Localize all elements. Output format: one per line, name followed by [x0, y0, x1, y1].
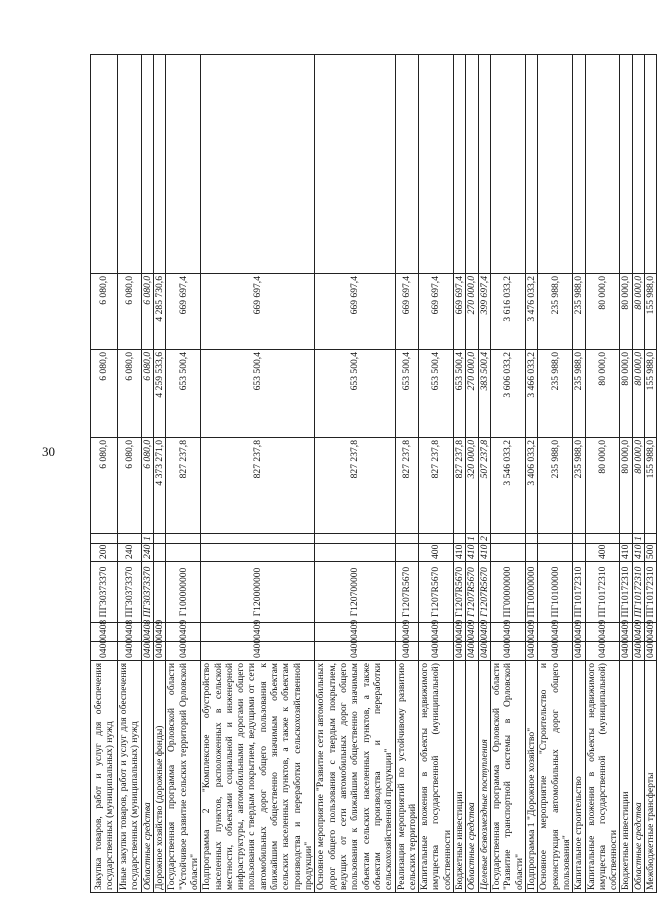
table-row: [419, 55, 454, 893]
section-code-cell: 0400: [466, 642, 478, 661]
subsection-code-cell: 0409: [466, 623, 478, 642]
empty-cell: [478, 55, 490, 274]
amount-year2-cell: 6 080,0: [91, 350, 118, 438]
expense-type-cell: 410: [620, 544, 632, 562]
row-name-cell: Бюджетные инвестиции: [620, 661, 632, 893]
source-code-cell: 1: [466, 534, 478, 544]
row-name-cell: Государственная программа Орловской области "Устойчивое развитие сельских территорий Орловской области": [166, 661, 201, 893]
subsection-code-cell: 0409: [573, 623, 585, 642]
subsection-code-cell: 0409: [315, 623, 395, 642]
amount-year2-cell: 155 988,0: [645, 350, 657, 438]
section-code-cell: 0400: [141, 642, 153, 661]
section-code-cell: 0400: [153, 642, 165, 661]
expense-type-cell: 200: [91, 544, 118, 562]
amount-year1-cell: 320 000,0: [466, 438, 478, 534]
empty-cell: [525, 55, 537, 274]
section-code-cell: 0400: [315, 642, 395, 661]
target-article-cell: ПГ00000000: [491, 562, 526, 623]
section-code-cell: 0400: [538, 642, 573, 661]
subsection-code-cell: 0409: [478, 623, 490, 642]
row-name-cell: Капитальные вложения в объекты недвижимого имущества государственной (муниципальной) собственности: [585, 661, 620, 893]
amount-year1-cell: 235 988,0: [538, 438, 573, 534]
empty-cell: [573, 55, 585, 274]
table-row: [166, 55, 201, 893]
amount-year2-cell: 3 606 033,2: [491, 350, 526, 438]
source-code-cell: [201, 534, 315, 544]
amount-year3-cell: 6 080,0: [118, 274, 142, 350]
amount-year2-cell: 653 500,4: [201, 350, 315, 438]
amount-year3-cell: 3 476 033,2: [525, 274, 537, 350]
section-code-cell: 0400: [419, 642, 454, 661]
table-row: [620, 55, 632, 893]
budget-table: [90, 54, 657, 893]
amount-year3-cell: 80 000,0: [585, 274, 620, 350]
amount-year1-cell: 3 406 033,2: [525, 438, 537, 534]
source-code-cell: [454, 534, 466, 544]
target-article-cell: ПГ10000000: [525, 562, 537, 623]
amount-year2-cell: 235 988,0: [573, 350, 585, 438]
row-name-cell: Целевые безвозмездные поступления: [478, 661, 490, 893]
empty-cell: [620, 55, 632, 274]
section-code-cell: 0400: [620, 642, 632, 661]
amount-year3-cell: 155 988,0: [645, 274, 657, 350]
amount-year2-cell: 383 500,4: [478, 350, 490, 438]
target-article-cell: ПГ30373370: [118, 562, 142, 623]
amount-year1-cell: 827 237,8: [454, 438, 466, 534]
amount-year3-cell: 80 000,0: [632, 274, 644, 350]
table-row: [491, 55, 526, 893]
amount-year3-cell: 235 988,0: [538, 274, 573, 350]
source-code-cell: [585, 534, 620, 544]
source-code-cell: [538, 534, 573, 544]
row-name-cell: Подпрограмма 2 "Комплексное обустройство населенных пунктов, расположенных в сельской местности, объектами социальной и инженерной инфраструктуры, автомобильными дорогами общего пользования с твердым покрытием, ведущими от сети автомобильных дорог общего пользования к ближайшим общественно значимым объектам сельских населенных пунктов, а также к объектам производства и переработки сельскохозяйственной продукции": [201, 661, 315, 893]
source-code-cell: [645, 534, 657, 544]
source-code-cell: [315, 534, 395, 544]
expense-type-cell: [573, 544, 585, 562]
source-code-cell: 1: [141, 534, 153, 544]
section-code-cell: 0400: [166, 642, 201, 661]
amount-year2-cell: 653 500,4: [454, 350, 466, 438]
amount-year1-cell: 155 988,0: [645, 438, 657, 534]
page-number: 30: [42, 444, 55, 459]
section-code-cell: 0400: [491, 642, 526, 661]
row-name-cell: Подпрограмма 1 "Дорожное хозяйство": [525, 661, 537, 893]
row-name-cell: Иные закупки товаров, работ и услуг для обеспечения государственных (муниципальных) нужд: [118, 661, 142, 893]
source-code-cell: [620, 534, 632, 544]
table-row: [478, 55, 490, 893]
source-code-cell: [525, 534, 537, 544]
empty-cell: [585, 55, 620, 274]
subsection-code-cell: 0409: [454, 623, 466, 642]
empty-cell: [201, 55, 315, 274]
target-article-cell: ПГ10172310: [620, 562, 632, 623]
amount-year2-cell: 4 259 533,6: [153, 350, 165, 438]
subsection-code-cell: 0409: [419, 623, 454, 642]
subsection-code-cell: 0409: [632, 623, 644, 642]
expense-type-cell: [395, 544, 419, 562]
target-article-cell: Г1207R5670: [478, 562, 490, 623]
subsection-code-cell: 0408: [118, 623, 142, 642]
section-code-cell: 0400: [201, 642, 315, 661]
subsection-code-cell: 0409: [538, 623, 573, 642]
amount-year2-cell: 270 000,0: [466, 350, 478, 438]
expense-type-cell: 400: [585, 544, 620, 562]
subsection-code-cell: 0409: [585, 623, 620, 642]
expense-type-cell: [538, 544, 573, 562]
row-name-cell: Областные средства: [141, 661, 153, 893]
expense-type-cell: 410: [632, 544, 644, 562]
row-name-cell: Основное мероприятие "Строительство и реконструкция автомобильных дорог общего пользования": [538, 661, 573, 893]
amount-year1-cell: 827 237,8: [166, 438, 201, 534]
empty-cell: [491, 55, 526, 274]
amount-year1-cell: 235 988,0: [573, 438, 585, 534]
amount-year3-cell: 669 697,4: [454, 274, 466, 350]
amount-year1-cell: 827 237,8: [201, 438, 315, 534]
subsection-code-cell: 0409: [620, 623, 632, 642]
section-code-cell: 0400: [118, 642, 142, 661]
section-code-cell: 0400: [91, 642, 118, 661]
amount-year2-cell: 6 080,0: [118, 350, 142, 438]
source-code-cell: [419, 534, 454, 544]
amount-year2-cell: 235 988,0: [538, 350, 573, 438]
amount-year2-cell: 653 500,4: [395, 350, 419, 438]
rotated-page: [90, 55, 657, 893]
row-name-cell: Государственная программа Орловской области "Развитие транспортной системы в Орловской области": [491, 661, 526, 893]
expense-type-cell: [315, 544, 395, 562]
amount-year2-cell: 6 080,0: [141, 350, 153, 438]
amount-year3-cell: 4 285 730,6: [153, 274, 165, 350]
table-row: [538, 55, 573, 893]
target-article-cell: ПГ10100000: [538, 562, 573, 623]
empty-cell: [315, 55, 395, 274]
amount-year2-cell: 653 500,4: [166, 350, 201, 438]
expense-type-cell: 500: [645, 544, 657, 562]
source-code-cell: [91, 534, 118, 544]
target-article-cell: ПГ10172310: [573, 562, 585, 623]
target-article-cell: Г1207R5670: [395, 562, 419, 623]
target-article-cell: ПГ30373370: [91, 562, 118, 623]
amount-year1-cell: 3 546 033,2: [491, 438, 526, 534]
source-code-cell: [153, 534, 165, 544]
section-code-cell: 0400: [525, 642, 537, 661]
amount-year2-cell: 3 466 033,2: [525, 350, 537, 438]
table-row: [525, 55, 537, 893]
amount-year3-cell: 6 080,0: [91, 274, 118, 350]
expense-type-cell: 410: [454, 544, 466, 562]
section-code-cell: 0400: [454, 642, 466, 661]
amount-year1-cell: 827 237,8: [419, 438, 454, 534]
source-code-cell: [573, 534, 585, 544]
target-article-cell: ПГ10172310: [645, 562, 657, 623]
source-code-cell: 2: [478, 534, 490, 544]
subsection-code-cell: 0409: [395, 623, 419, 642]
subsection-code-cell: 0408: [91, 623, 118, 642]
amount-year2-cell: 80 000,0: [620, 350, 632, 438]
amount-year3-cell: 669 697,4: [315, 274, 395, 350]
amount-year3-cell: 399 697,4: [478, 274, 490, 350]
table-row: [315, 55, 395, 893]
table-row: [118, 55, 142, 893]
subsection-code-cell: 0409: [166, 623, 201, 642]
empty-cell: [466, 55, 478, 274]
expense-type-cell: 240: [118, 544, 142, 562]
expense-type-cell: 410: [466, 544, 478, 562]
target-article-cell: Г120700000: [315, 562, 395, 623]
amount-year2-cell: 653 500,4: [315, 350, 395, 438]
empty-cell: [419, 55, 454, 274]
subsection-code-cell: 0409: [153, 623, 165, 642]
expense-type-cell: [166, 544, 201, 562]
target-article-cell: ПГ10172310: [632, 562, 644, 623]
section-code-cell: 0400: [478, 642, 490, 661]
amount-year1-cell: 827 237,8: [315, 438, 395, 534]
expense-type-cell: 410: [478, 544, 490, 562]
expense-type-cell: 240: [141, 544, 153, 562]
target-article-cell: [153, 562, 165, 623]
target-article-cell: Г1207R5670: [454, 562, 466, 623]
table-row: [632, 55, 644, 893]
expense-type-cell: [491, 544, 526, 562]
row-name-cell: Капитальные вложения в объекты недвижимого имущества государственной (муниципальной) собственности: [419, 661, 454, 893]
source-code-cell: [491, 534, 526, 544]
amount-year3-cell: 235 988,0: [573, 274, 585, 350]
section-code-cell: 0400: [573, 642, 585, 661]
amount-year1-cell: 6 080,0: [118, 438, 142, 534]
source-code-cell: [118, 534, 142, 544]
subsection-code-cell: 0409: [525, 623, 537, 642]
row-name-cell: Областные средства: [632, 661, 644, 893]
row-name-cell: Дорожное хозяйство (дорожные фонды): [153, 661, 165, 893]
expense-type-cell: [201, 544, 315, 562]
source-code-cell: 1: [632, 534, 644, 544]
amount-year3-cell: 669 697,4: [395, 274, 419, 350]
empty-cell: [632, 55, 644, 274]
amount-year3-cell: 80 000,0: [620, 274, 632, 350]
amount-year1-cell: 80 000,0: [632, 438, 644, 534]
section-code-cell: 0400: [632, 642, 644, 661]
expense-type-cell: 400: [419, 544, 454, 562]
target-article-cell: ПГ10172310: [585, 562, 620, 623]
row-name-cell: Капитальное строительство: [573, 661, 585, 893]
empty-cell: [538, 55, 573, 274]
amount-year1-cell: 4 373 271,0: [153, 438, 165, 534]
empty-cell: [166, 55, 201, 274]
amount-year3-cell: 669 697,4: [419, 274, 454, 350]
row-name-cell: Межбюджетные трансферты: [645, 661, 657, 893]
empty-cell: [645, 55, 657, 274]
empty-cell: [118, 55, 142, 274]
empty-cell: [141, 55, 153, 274]
amount-year2-cell: 653 500,4: [419, 350, 454, 438]
section-code-cell: 0400: [645, 642, 657, 661]
row-name-cell: Областные средства: [466, 661, 478, 893]
subsection-code-cell: 0409: [491, 623, 526, 642]
row-name-cell: Бюджетные инвестиции: [454, 661, 466, 893]
amount-year3-cell: 3 616 033,2: [491, 274, 526, 350]
table-row: [585, 55, 620, 893]
target-article-cell: ПГ30373370: [141, 562, 153, 623]
amount-year1-cell: 827 237,8: [395, 438, 419, 534]
empty-cell: [153, 55, 165, 274]
amount-year3-cell: 669 697,4: [166, 274, 201, 350]
amount-year1-cell: 80 000,0: [585, 438, 620, 534]
amount-year1-cell: 507 237,8: [478, 438, 490, 534]
expense-type-cell: [153, 544, 165, 562]
row-name-cell: Основное мероприятие "Развитие сети автомобильных дорог общего пользования с твердым покрытием, ведущих от сети автомобильных дорог общего пользования к ближайшим общественно значимым объектам сельских населенных пунктов, а также объектам производства и переработки сельскохозяйственной продукции": [315, 661, 395, 893]
amount-year3-cell: 669 697,4: [201, 274, 315, 350]
table-row: [153, 55, 165, 893]
table-body: [91, 55, 657, 893]
table-row: [201, 55, 315, 893]
section-code-cell: 0400: [395, 642, 419, 661]
amount-year2-cell: 80 000,0: [585, 350, 620, 438]
table-row: [645, 55, 657, 893]
amount-year3-cell: 270 000,0: [466, 274, 478, 350]
target-article-cell: Г1207R5670: [466, 562, 478, 623]
subsection-code-cell: 0408: [141, 623, 153, 642]
row-name-cell: Закупка товаров, работ и услуг для обеспечения государственных (муниципальных) нужд: [91, 661, 118, 893]
amount-year3-cell: 6 080,0: [141, 274, 153, 350]
table-row: [91, 55, 118, 893]
table-row: [395, 55, 419, 893]
row-name-cell: Реализация мероприятий по устойчивому развитию сельских территорий: [395, 661, 419, 893]
target-article-cell: Г1207R5670: [419, 562, 454, 623]
amount-year1-cell: 6 080,0: [141, 438, 153, 534]
target-article-cell: Г100000000: [166, 562, 201, 623]
section-code-cell: 0400: [585, 642, 620, 661]
table-row: [573, 55, 585, 893]
source-code-cell: [166, 534, 201, 544]
amount-year1-cell: 6 080,0: [91, 438, 118, 534]
table-row: [466, 55, 478, 893]
table-row: [141, 55, 153, 893]
empty-cell: [91, 55, 118, 274]
empty-cell: [454, 55, 466, 274]
subsection-code-cell: 0409: [645, 623, 657, 642]
table-row: [454, 55, 466, 893]
expense-type-cell: [525, 544, 537, 562]
amount-year1-cell: 80 000,0: [620, 438, 632, 534]
target-article-cell: Г120000000: [201, 562, 315, 623]
amount-year2-cell: 80 000,0: [632, 350, 644, 438]
source-code-cell: [395, 534, 419, 544]
subsection-code-cell: 0409: [201, 623, 315, 642]
empty-cell: [395, 55, 419, 274]
